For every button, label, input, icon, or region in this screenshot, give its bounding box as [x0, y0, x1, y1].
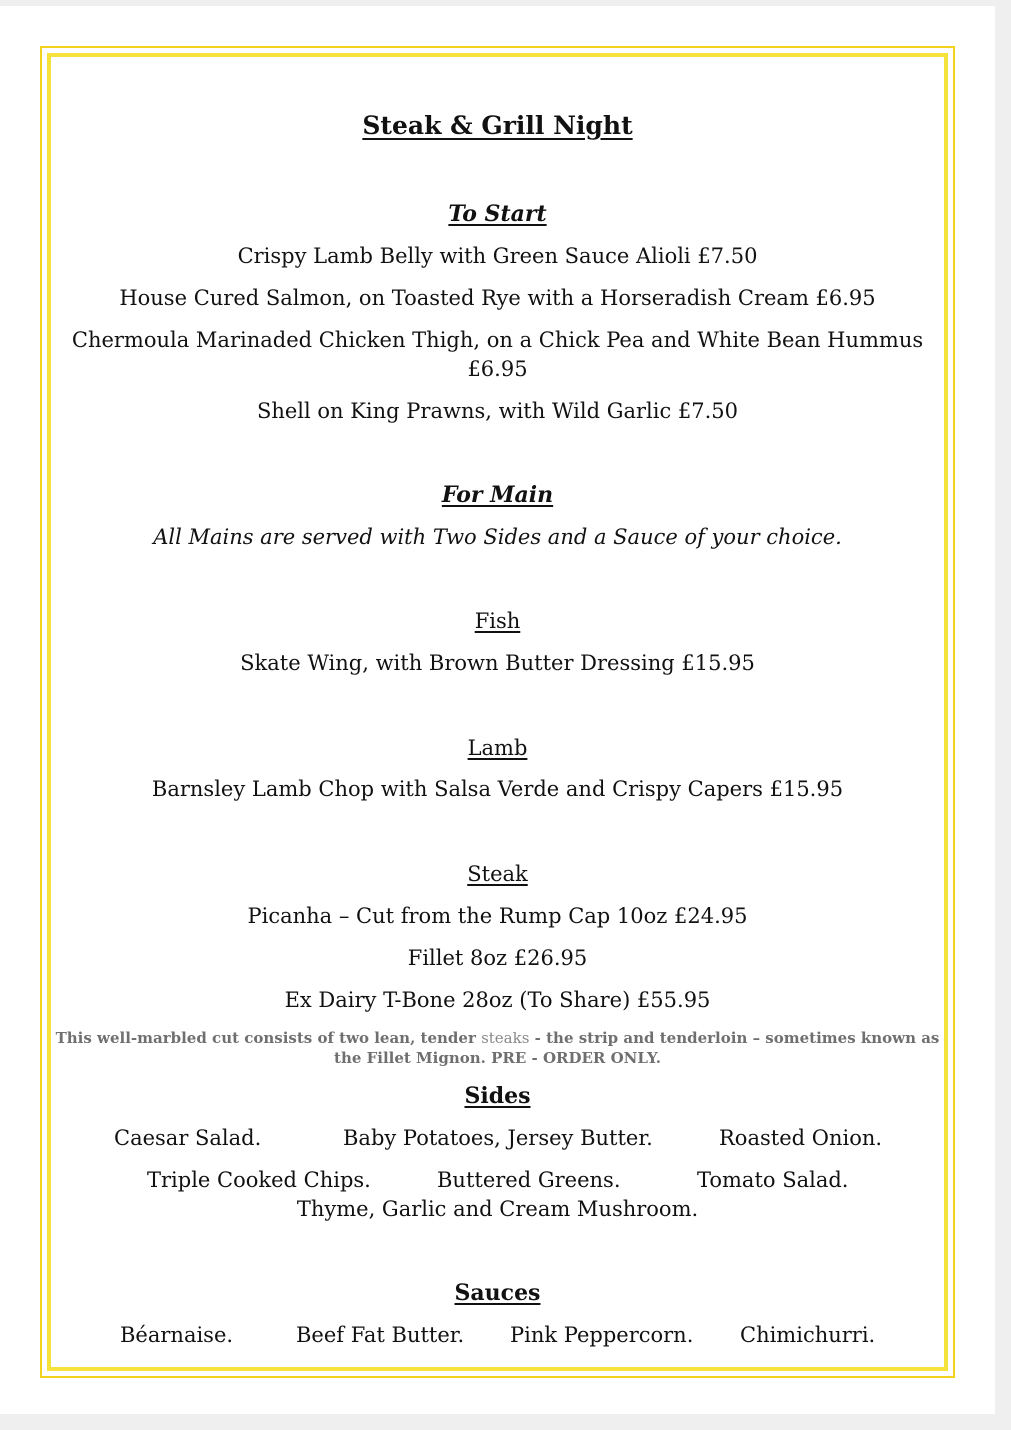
- starter-item: Crispy Lamb Belly with Green Sauce Alioli £7.50: [237, 244, 758, 268]
- t-bone-description-part2: steaks: [481, 1029, 530, 1047]
- t-bone-description-part3: - the strip and tenderloin – sometimes known as the Fillet Mignon. PRE - ORDER ONLY.: [334, 1029, 940, 1067]
- side-item: Roasted Onion.: [719, 1126, 883, 1150]
- sauce-item: Pink Peppercorn.: [510, 1323, 694, 1347]
- side-item: Caesar Salad.: [114, 1126, 262, 1150]
- mains-note: All Mains are served with Two Sides and a Sauce of your choice.: [153, 525, 842, 549]
- side-item: Buttered Greens.: [437, 1168, 621, 1192]
- sauce-item: Beef Fat Butter.: [296, 1323, 465, 1347]
- steak-item: Picanha – Cut from the Rump Cap 10oz £24.95: [247, 904, 748, 928]
- steak-item: Ex Dairy T-Bone 28oz (To Share) £55.95: [284, 988, 711, 1012]
- for-main-heading: For Main: [441, 482, 554, 508]
- side-item: Tomato Salad.: [697, 1168, 849, 1192]
- sauce-item: Béarnaise.: [120, 1323, 234, 1347]
- side-item: Thyme, Garlic and Cream Mushroom.: [296, 1197, 699, 1221]
- side-item: Baby Potatoes, Jersey Butter.: [343, 1126, 653, 1150]
- steak-item: Fillet 8oz £26.95: [407, 946, 588, 970]
- lamb-item: Barnsley Lamb Chop with Salsa Verde and Crispy Capers £15.95: [151, 777, 844, 801]
- starter-item: Shell on King Prawns, with Wild Garlic £7.50: [256, 399, 739, 423]
- menu-page: [0, 6, 995, 1414]
- t-bone-description-part1: This well-marbled cut consists of two lean, tender: [55, 1029, 476, 1047]
- side-item: Triple Cooked Chips.: [147, 1168, 371, 1192]
- menu-title: Steak & Grill Night: [362, 111, 633, 140]
- fish-item: Skate Wing, with Brown Butter Dressing £15.95: [240, 651, 755, 675]
- lamb-heading: Lamb: [467, 736, 528, 760]
- sauce-item: Chimichurri.: [740, 1323, 876, 1347]
- starter-item: Chermoula Marinaded Chicken Thigh, on a Chick Pea and White Bean Hummus: [71, 328, 924, 352]
- starter-item: House Cured Salmon, on Toasted Rye with a Horseradish Cream £6.95: [119, 286, 876, 310]
- steak-heading: Steak: [467, 862, 528, 886]
- t-bone-description: [55, 1028, 940, 1068]
- fish-heading: Fish: [474, 609, 521, 633]
- sauces-heading: Sauces: [454, 1280, 541, 1306]
- starter-item-price: £6.95: [467, 357, 528, 381]
- to-start-heading: To Start: [448, 201, 547, 227]
- sides-heading: Sides: [464, 1083, 531, 1109]
